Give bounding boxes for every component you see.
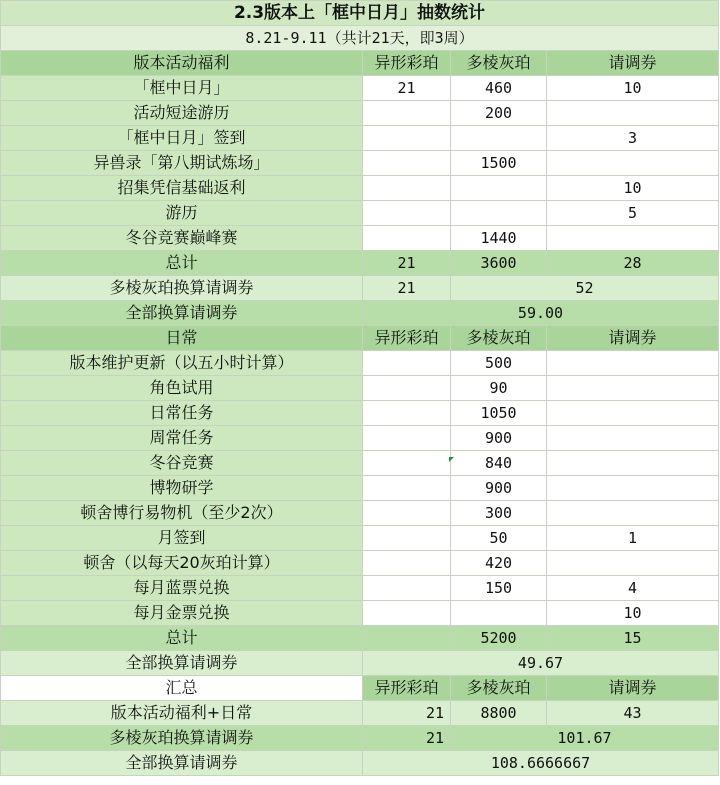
event-total-c[interactable]: 28 (547, 251, 719, 276)
date-range[interactable]: 8.21-9.11（共计21天，即3周） (1, 26, 719, 51)
event-row-a[interactable] (363, 151, 451, 176)
daily-row-a[interactable] (363, 351, 451, 376)
daily-row-c[interactable] (547, 451, 719, 476)
daily-row-c[interactable] (547, 376, 719, 401)
event-row-c[interactable]: 10 (547, 176, 719, 201)
daily-row-label[interactable]: 版本维护更新（以五小时计算） (1, 351, 363, 376)
daily-row (1, 526, 719, 551)
event-row-b[interactable]: 460 (451, 76, 547, 101)
sheet-title[interactable]: 2.3版本上「框中日月」抽数统计 (1, 1, 719, 26)
event-row (1, 176, 719, 201)
event-rows (1, 76, 719, 251)
daily-row-a[interactable] (363, 601, 451, 626)
event-row-c[interactable] (547, 151, 719, 176)
grand-all-label[interactable]: 全部换算请调券 (1, 751, 363, 776)
event-row-a[interactable]: 21 (363, 76, 451, 101)
daily-row-label[interactable]: 冬谷竞赛 (1, 451, 363, 476)
daily-row-c[interactable]: 4 (547, 576, 719, 601)
daily-row-c[interactable] (547, 401, 719, 426)
event-row-b[interactable]: 1440 (451, 226, 547, 251)
grand-convert-a[interactable]: 21 (363, 726, 451, 751)
event-row-a[interactable] (363, 226, 451, 251)
daily-row-b[interactable]: 500 (451, 351, 547, 376)
event-row (1, 126, 719, 151)
column-header-a[interactable]: 异形彩珀 (363, 676, 451, 701)
daily-row (1, 476, 719, 501)
daily-row-b[interactable] (451, 601, 547, 626)
daily-row-label[interactable]: 顿舍（以每天20灰珀计算） (1, 551, 363, 576)
daily-row (1, 401, 719, 426)
event-row-label[interactable]: 「框中日月」 (1, 76, 363, 101)
grand-convert-row (1, 726, 719, 751)
event-row-c[interactable]: 5 (547, 201, 719, 226)
event-row-label[interactable]: 冬谷竞赛巅峰赛 (1, 226, 363, 251)
daily-row (1, 451, 719, 476)
event-total-a[interactable]: 21 (363, 251, 451, 276)
event-section-title[interactable]: 版本活动福利 (1, 51, 363, 76)
event-row-c[interactable]: 3 (547, 126, 719, 151)
event-all-value[interactable]: 59.00 (363, 301, 719, 326)
grand-all-row (1, 751, 719, 776)
daily-total-label[interactable]: 总计 (1, 626, 363, 651)
daily-all-label[interactable]: 全部换算请调券 (1, 651, 363, 676)
event-row-label[interactable]: 招集凭信基础返利 (1, 176, 363, 201)
grand-combined-c[interactable]: 43 (547, 701, 719, 726)
daily-row-a[interactable] (363, 476, 451, 501)
event-row-b[interactable] (451, 176, 547, 201)
daily-row-a[interactable] (363, 576, 451, 601)
daily-rows (1, 351, 719, 626)
daily-section-title[interactable]: 日常 (1, 326, 363, 351)
daily-row-a[interactable] (363, 376, 451, 401)
event-row-c[interactable]: 10 (547, 76, 719, 101)
daily-row-a[interactable] (363, 551, 451, 576)
daily-row-c[interactable] (547, 551, 719, 576)
daily-row-a[interactable] (363, 451, 451, 476)
event-convert-label[interactable]: 多棱灰珀换算请调券 (1, 276, 363, 301)
grand-convert-label[interactable]: 多棱灰珀换算请调券 (1, 726, 363, 751)
daily-row-c[interactable] (547, 426, 719, 451)
daily-row (1, 551, 719, 576)
daily-row-label[interactable]: 每月金票兑换 (1, 601, 363, 626)
column-header-c[interactable]: 请调券 (547, 676, 719, 701)
daily-row-a[interactable] (363, 526, 451, 551)
daily-row-label[interactable]: 角色试用 (1, 376, 363, 401)
title-row (1, 1, 719, 26)
daily-total-row (1, 626, 719, 651)
daily-all-value[interactable]: 49.67 (363, 651, 719, 676)
daily-row-b[interactable]: 1050 (451, 401, 547, 426)
daily-header-row (1, 326, 719, 351)
daily-row-label[interactable]: 顿舍博行易物机（至少2次） (1, 501, 363, 526)
cell-comment-marker (449, 457, 454, 462)
event-total-b[interactable]: 3600 (451, 251, 547, 276)
event-total-row (1, 251, 719, 276)
event-total-label[interactable]: 总计 (1, 251, 363, 276)
event-all-label[interactable]: 全部换算请调券 (1, 301, 363, 326)
event-row-a[interactable] (363, 126, 451, 151)
daily-row-a[interactable] (363, 501, 451, 526)
daily-row (1, 426, 719, 451)
daily-row-c[interactable]: 1 (547, 526, 719, 551)
grand-combined-label[interactable]: 版本活动福利+日常 (1, 701, 363, 726)
event-convert-a[interactable]: 21 (363, 276, 451, 301)
daily-row-b[interactable]: 420 (451, 551, 547, 576)
event-row-b[interactable]: 1500 (451, 151, 547, 176)
grand-all-value[interactable]: 108.6666667 (363, 751, 719, 776)
daily-row-label[interactable]: 日常任务 (1, 401, 363, 426)
event-convert-row (1, 276, 719, 301)
daily-row (1, 501, 719, 526)
daily-row-b[interactable]: 900 (451, 476, 547, 501)
event-row-a[interactable] (363, 101, 451, 126)
grand-section-title[interactable]: 汇总 (1, 676, 363, 701)
event-row-b[interactable] (451, 201, 547, 226)
daily-row-c[interactable] (547, 476, 719, 501)
grand-header-row (1, 676, 719, 701)
grand-combined-row (1, 701, 719, 726)
daily-row-b[interactable]: 90 (451, 376, 547, 401)
event-row-b[interactable]: 200 (451, 101, 547, 126)
daily-total-c[interactable]: 15 (547, 626, 719, 651)
daily-row-a[interactable] (363, 426, 451, 451)
event-row (1, 101, 719, 126)
event-row (1, 151, 719, 176)
column-header-c[interactable]: 请调券 (547, 326, 719, 351)
daily-row-b[interactable]: 150 (451, 576, 547, 601)
column-header-b[interactable]: 多棱灰珀 (451, 676, 547, 701)
event-row-b[interactable] (451, 126, 547, 151)
daily-row-c[interactable] (547, 501, 719, 526)
daily-row-label[interactable]: 周常任务 (1, 426, 363, 451)
subtitle-row (1, 26, 719, 51)
daily-all-row (1, 651, 719, 676)
event-row-label[interactable]: 游历 (1, 201, 363, 226)
event-row-c[interactable] (547, 101, 719, 126)
daily-row (1, 576, 719, 601)
event-header-row (1, 51, 719, 76)
event-convert-bc[interactable]: 52 (451, 276, 719, 301)
daily-total-b[interactable]: 5200 (451, 626, 547, 651)
daily-row-label[interactable]: 每月蓝票兑换 (1, 576, 363, 601)
grand-combined-b[interactable]: 8800 (451, 701, 547, 726)
event-row (1, 226, 719, 251)
event-row-a[interactable] (363, 201, 451, 226)
daily-row-c[interactable] (547, 351, 719, 376)
event-row-label[interactable]: 「框中日月」签到 (1, 126, 363, 151)
grand-combined-a[interactable]: 21 (363, 701, 451, 726)
column-header-b[interactable]: 多棱灰珀 (451, 326, 547, 351)
daily-row (1, 351, 719, 376)
event-row-c[interactable] (547, 226, 719, 251)
daily-row-a[interactable] (363, 401, 451, 426)
daily-row (1, 376, 719, 401)
grand-convert-bc[interactable]: 101.67 (451, 726, 719, 751)
daily-row-b[interactable]: 50 (451, 526, 547, 551)
column-header-a[interactable]: 异形彩珀 (363, 51, 451, 76)
daily-row-label[interactable]: 月签到 (1, 526, 363, 551)
column-header-b[interactable]: 多棱灰珀 (451, 51, 547, 76)
column-header-c[interactable]: 请调券 (547, 51, 719, 76)
event-all-row (1, 301, 719, 326)
daily-row-b[interactable]: 900 (451, 426, 547, 451)
daily-row-b[interactable]: 300 (451, 501, 547, 526)
event-row-label[interactable]: 活动短途游历 (1, 101, 363, 126)
event-row-label[interactable]: 异兽录「第八期试炼场」 (1, 151, 363, 176)
daily-total-a[interactable] (363, 626, 451, 651)
column-header-a[interactable]: 异形彩珀 (363, 326, 451, 351)
daily-row-b[interactable]: 840 (451, 451, 547, 476)
daily-row (1, 601, 719, 626)
event-row (1, 76, 719, 101)
event-row-a[interactable] (363, 176, 451, 201)
event-row (1, 201, 719, 226)
daily-row-label[interactable]: 博物研学 (1, 476, 363, 501)
daily-row-c[interactable]: 10 (547, 601, 719, 626)
